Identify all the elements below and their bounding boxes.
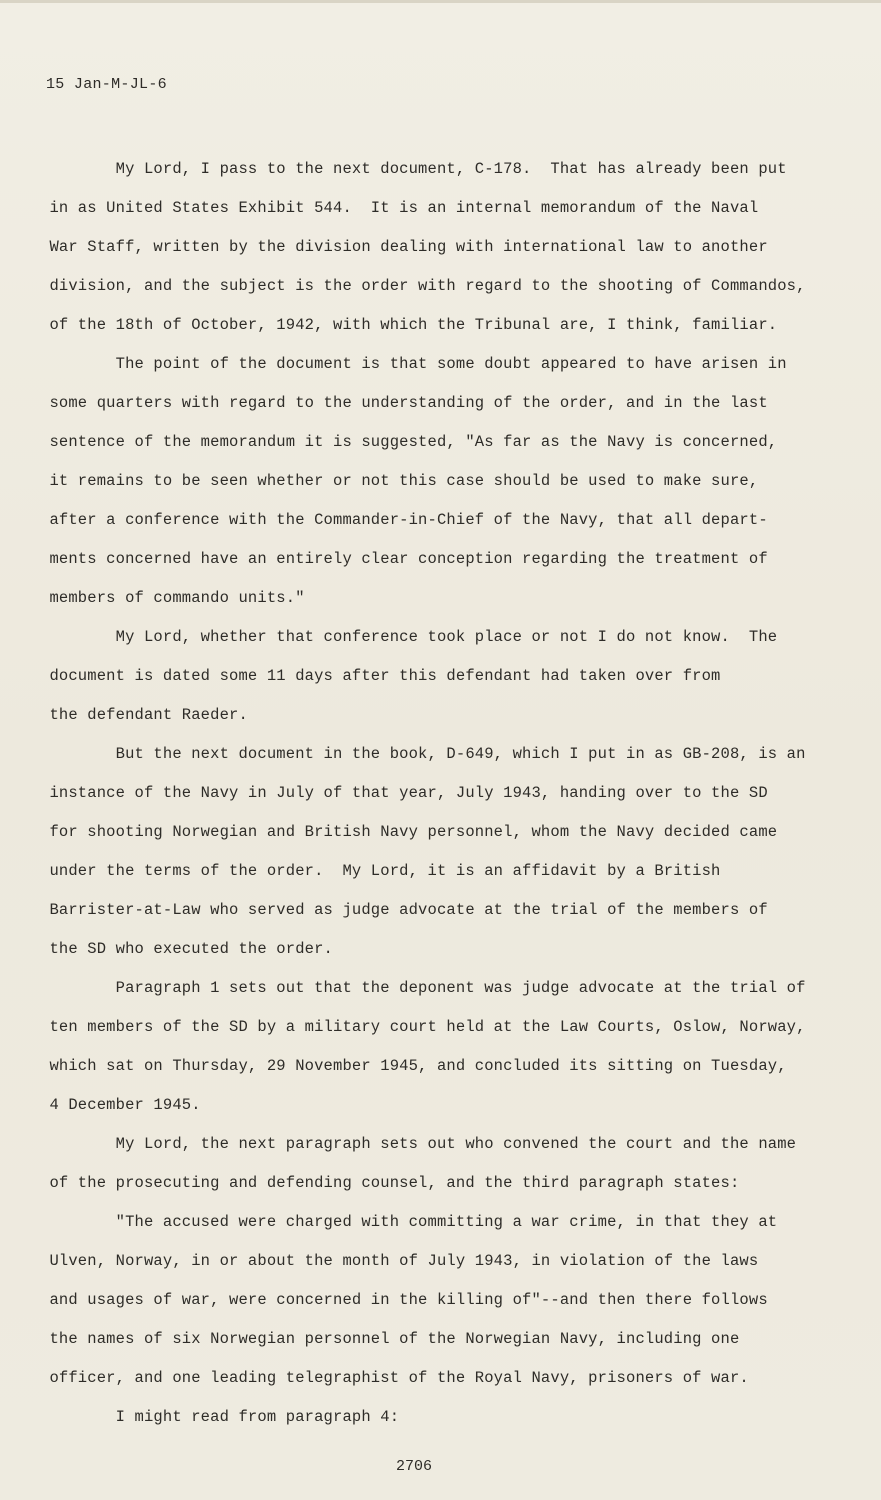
text-line: division, and the subject is the order with regard to the shooting of Commandos, <box>40 277 806 295</box>
text-line: instance of the Navy in July of that year, July 1943, handing over to the SD <box>40 784 768 802</box>
text-line: The point of the document is that some doubt appeared to have arisen in <box>40 355 787 373</box>
text-line: 4 December 1945. <box>40 1096 201 1114</box>
text-line: document is dated some 11 days after this defendant had taken over from <box>40 667 721 685</box>
text-line: Barrister-at-Law who served as judge advocate at the trial of the members of <box>40 901 768 919</box>
text-line: the names of six Norwegian personnel of the Norwegian Navy, including one <box>40 1330 740 1348</box>
text-line: some quarters with regard to the understanding of the order, and in the last <box>40 394 768 412</box>
text-line: War Staff, written by the division dealing with international law to another <box>40 238 768 256</box>
text-line: of the 18th of October, 1942, with which the Tribunal are, I think, familiar. <box>40 316 778 334</box>
text-line: officer, and one leading telegraphist of the Royal Navy, prisoners of war. <box>40 1369 749 1387</box>
text-line: the defendant Raeder. <box>40 706 248 724</box>
text-line: But the next document in the book, D-649, which I put in as GB-208, is an <box>40 745 806 763</box>
page-top-edge <box>0 0 881 3</box>
text-line: "The accused were charged with committing a war crime, in that they at <box>40 1213 778 1231</box>
text-line: which sat on Thursday, 29 November 1945, and concluded its sitting on Tuesday, <box>40 1057 787 1075</box>
text-line: after a conference with the Commander-in-Chief of the Navy, that all depart- <box>40 511 768 529</box>
text-line: and usages of war, were concerned in the killing of"--and then there follows <box>40 1291 768 1309</box>
text-line: ments concerned have an entirely clear conception regarding the treatment of <box>40 550 768 568</box>
text-line: Ulven, Norway, in or about the month of July 1943, in violation of the laws <box>40 1252 759 1270</box>
text-line: it remains to be seen whether or not this case should be used to make sure, <box>40 472 759 490</box>
text-line: of the prosecuting and defending counsel, and the third paragraph states: <box>40 1174 740 1192</box>
text-line: members of commando units." <box>40 589 305 607</box>
text-line: for shooting Norwegian and British Navy personnel, whom the Navy decided came <box>40 823 778 841</box>
text-line: the SD who executed the order. <box>40 940 333 958</box>
text-line: My Lord, I pass to the next document, C-178. That has already been put <box>40 160 787 178</box>
text-line: I might read from paragraph 4: <box>40 1408 400 1426</box>
text-line: My Lord, whether that conference took place or not I do not know. The <box>40 628 778 646</box>
text-line: ten members of the SD by a military court held at the Law Courts, Oslow, Norway, <box>40 1018 806 1036</box>
text-line: sentence of the memorandum it is suggested, "As far as the Navy is concerned, <box>40 433 778 451</box>
document-reference: 15 Jan-M-JL-6 <box>46 76 167 93</box>
text-line: Paragraph 1 sets out that the deponent was judge advocate at the trial of <box>40 979 806 997</box>
page-number: 2706 <box>396 1458 433 1475</box>
text-line: under the terms of the order. My Lord, it is an affidavit by a British <box>40 862 721 880</box>
text-line: in as United States Exhibit 544. It is an internal memorandum of the Naval <box>40 199 759 217</box>
text-line: My Lord, the next paragraph sets out who convened the court and the name <box>40 1135 797 1153</box>
document-body <box>40 150 840 1437</box>
